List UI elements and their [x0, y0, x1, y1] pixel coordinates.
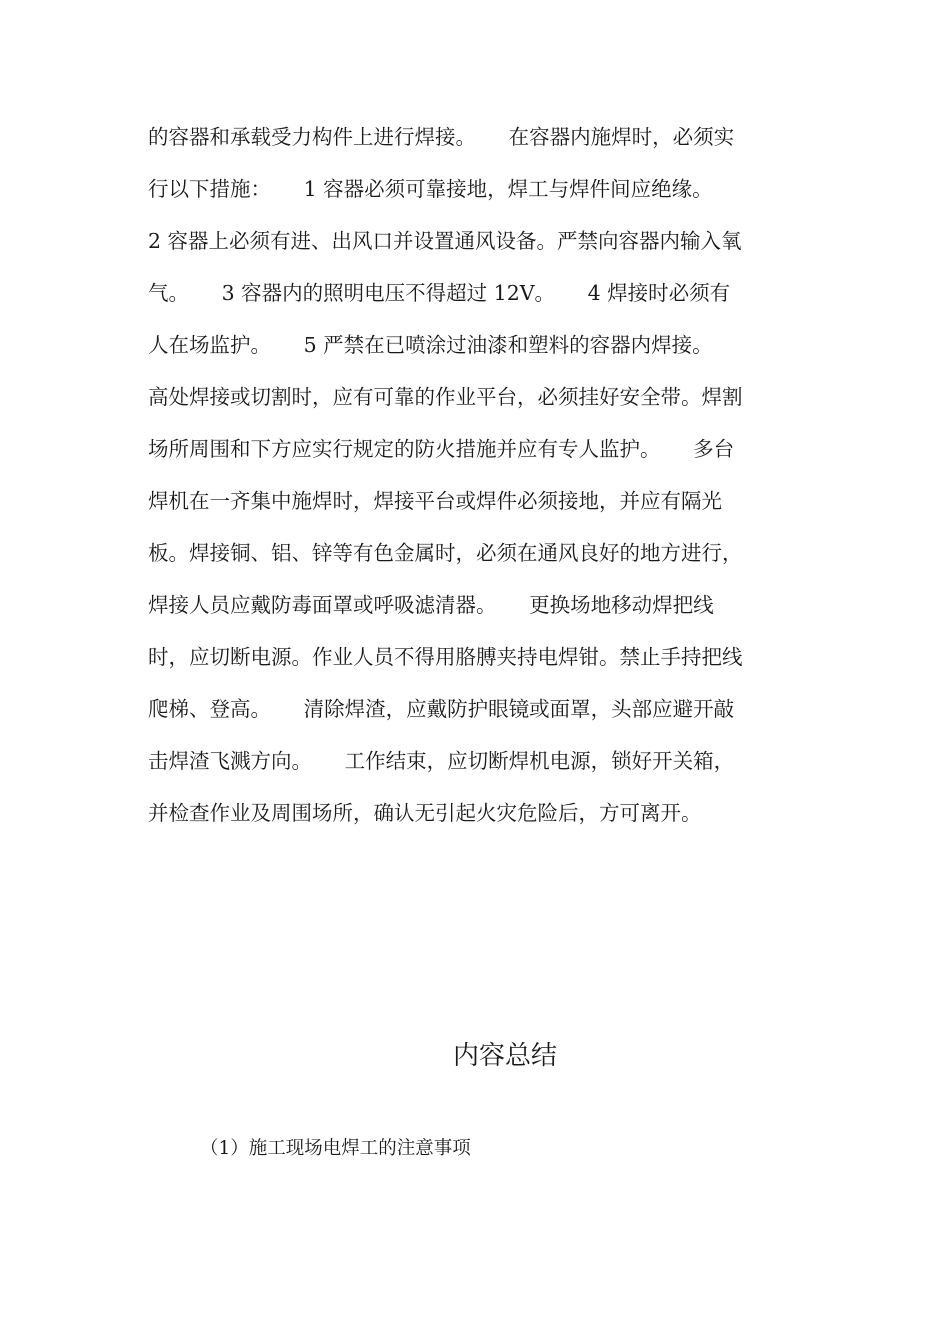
body-paragraph: [148, 114, 808, 842]
text-line: 气。 3 容器内的照明电压不得超过 12V。 4 焊接时必须有: [148, 281, 731, 305]
text-line: 板。焊接铜、铝、锌等有色金属时，必须在通风良好的地方进行，: [148, 541, 743, 565]
text-line: 爬梯、登高。 清除焊渣，应戴防护眼镜或面罩，头部应避开敲: [148, 697, 735, 721]
text-line: 的容器和承载受力构件上进行焊接。 在容器内施焊时，必须实: [148, 125, 735, 149]
text-line: 焊机在一齐集中施焊时，焊接平台或焊件必须接地，并应有隔光: [148, 489, 722, 513]
text-line: 2 容器上必须有进、出风口并设置通风设备。严禁向容器内输入氧: [148, 229, 742, 253]
text-line: 场所周围和下方应实行规定的防火措施并应有专人监护。 多台: [148, 437, 735, 461]
text-line: 人在场监护。 5 严禁在已喷涂过油漆和塑料的容器内焊接。: [148, 333, 713, 357]
text-line: 击焊渣飞溅方向。 工作结束，应切断焊机电源，锁好开关箱，: [148, 749, 735, 773]
text-line: 行以下措施： 1 容器必须可靠接地，焊工与焊件间应绝缘。: [148, 177, 713, 201]
summary-heading: 内容总结: [452, 1041, 557, 1071]
summary-item: （1）施工现场电焊工的注意事项: [200, 1138, 471, 1159]
text-line: 焊接人员应戴防毒面罩或呼吸滤清器。 更换场地移动焊把线: [148, 593, 714, 617]
text-line: 并检查作业及周围场所，确认无引起火灾危险后，方可离开。: [148, 801, 702, 825]
text-line: 高处焊接或切割时，应有可靠的作业平台，必须挂好安全带。焊割: [148, 385, 743, 409]
text-line: 时，应切断电源。作业人员不得用胳膊夹持电焊钳。禁止手持把线: [148, 645, 743, 669]
